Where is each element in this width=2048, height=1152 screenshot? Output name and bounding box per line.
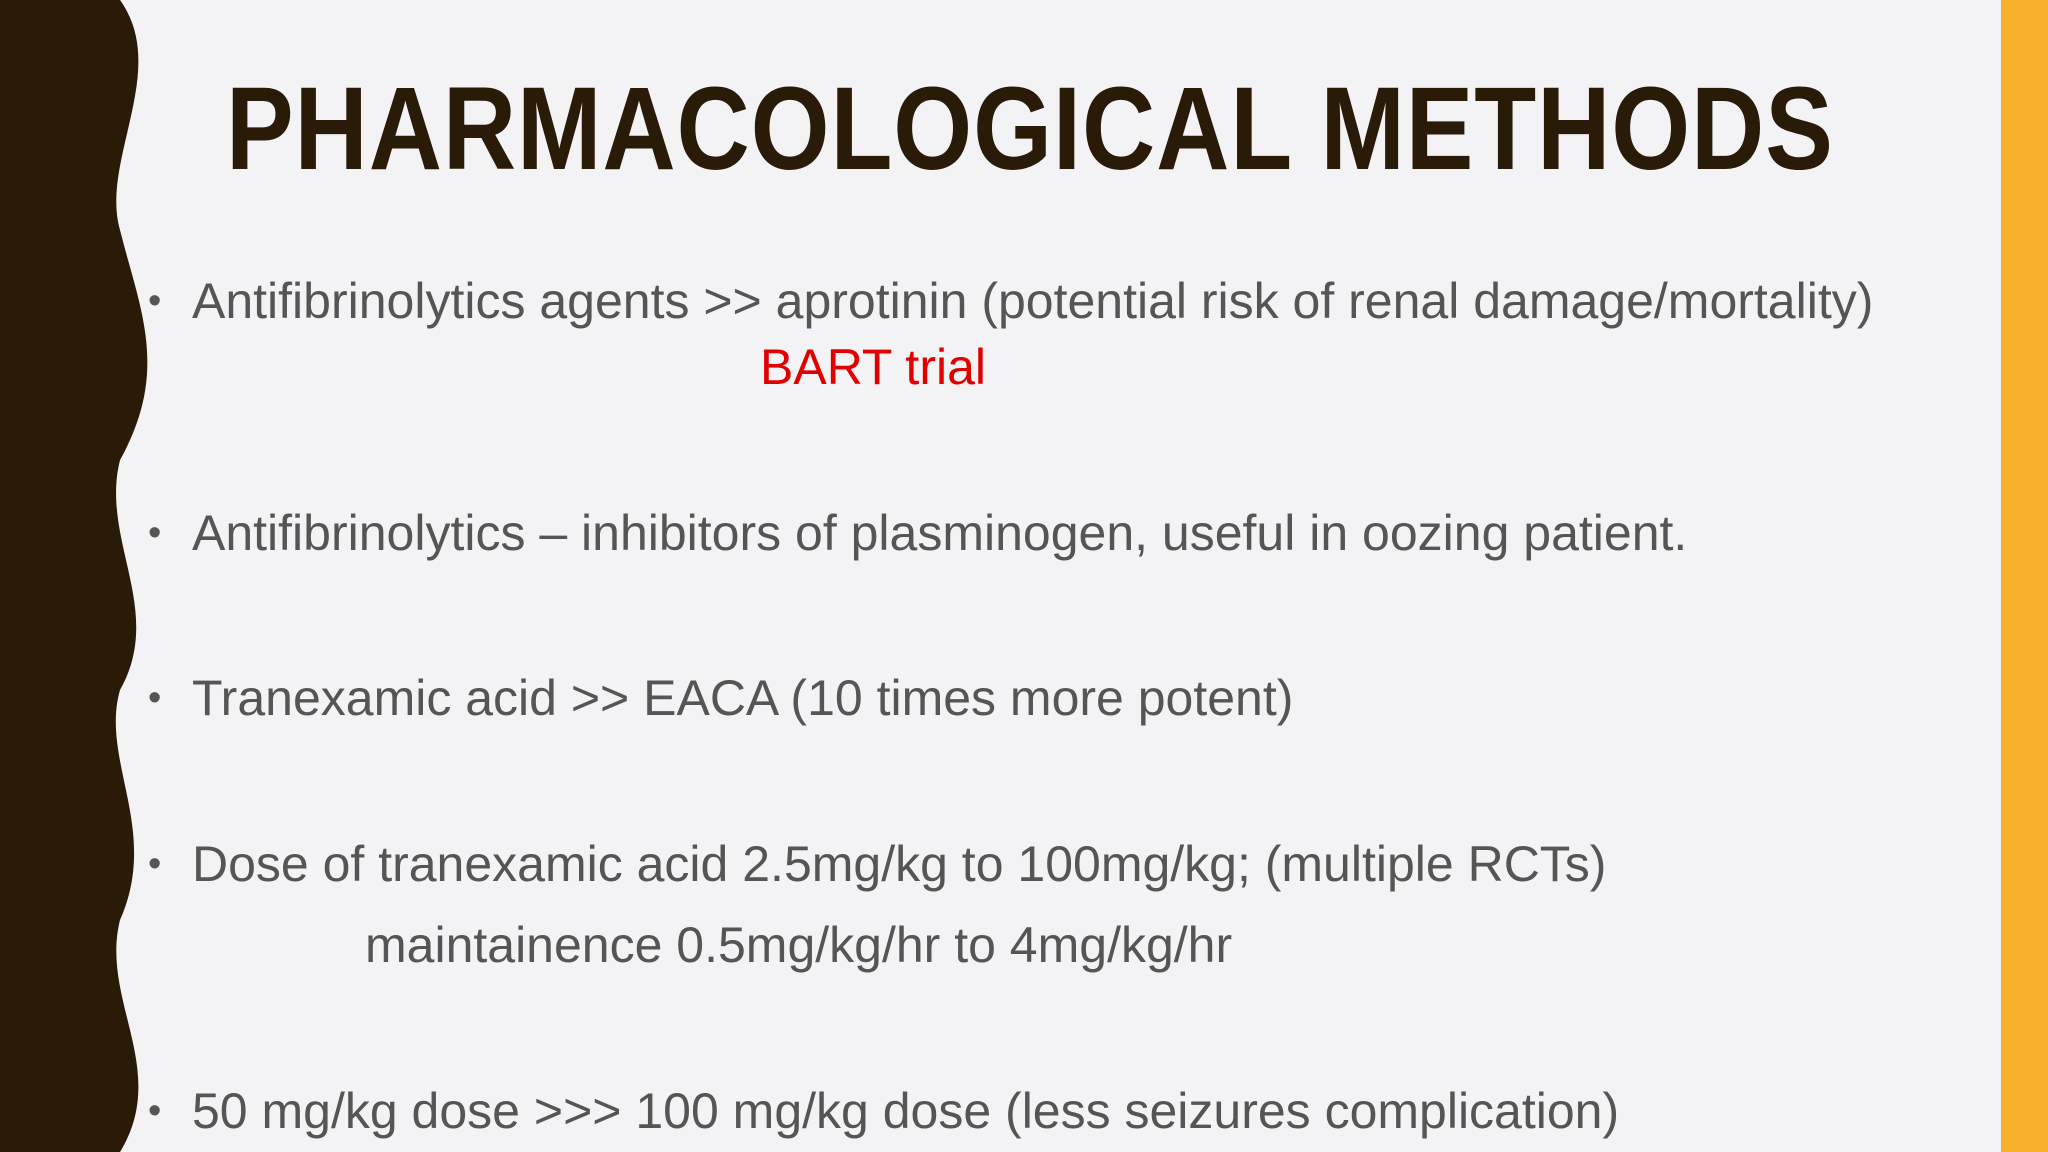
bullet-item-4 bbox=[150, 834, 1606, 894]
maintenance-dose-note: maintainence 0.5mg/kg/hr to 4mg/kg/hr bbox=[365, 917, 1233, 973]
bullet-item-5 bbox=[150, 1081, 1619, 1141]
bullet-dot: • bbox=[148, 1090, 162, 1132]
bullet-dot: • bbox=[148, 280, 162, 322]
bullet-text: Tranexamic acid >> EACA (10 times more potent) bbox=[192, 670, 1294, 726]
bart-trial-note: BART trial bbox=[760, 339, 987, 395]
bullet-item-1 bbox=[150, 271, 1873, 331]
bullet-item-3 bbox=[150, 668, 1293, 728]
bullet-dot: • bbox=[148, 677, 162, 719]
bullet-text: Antifibrinolytics agents >> aprotinin (potential risk of renal damage/mortality) bbox=[192, 273, 1874, 329]
slide-title: PHARMACOLOGICAL METHODS bbox=[226, 63, 1834, 195]
bullet-text: 50 mg/kg dose >>> 100 mg/kg dose (less seizures complication) bbox=[192, 1083, 1620, 1139]
bullet-text: Antifibrinolytics – inhibitors of plasminogen, useful in oozing patient. bbox=[192, 505, 1688, 561]
bullet-dot: • bbox=[148, 512, 162, 554]
bullet-item-2 bbox=[150, 503, 1687, 563]
wavy-left-band bbox=[0, 0, 160, 1152]
accent-right-bar bbox=[2001, 0, 2048, 1152]
wavy-band-shape bbox=[0, 0, 147, 1152]
bullet-dot: • bbox=[148, 843, 162, 885]
bullet-text: Dose of tranexamic acid 2.5mg/kg to 100mg/kg; (multiple RCTs) bbox=[192, 836, 1607, 892]
